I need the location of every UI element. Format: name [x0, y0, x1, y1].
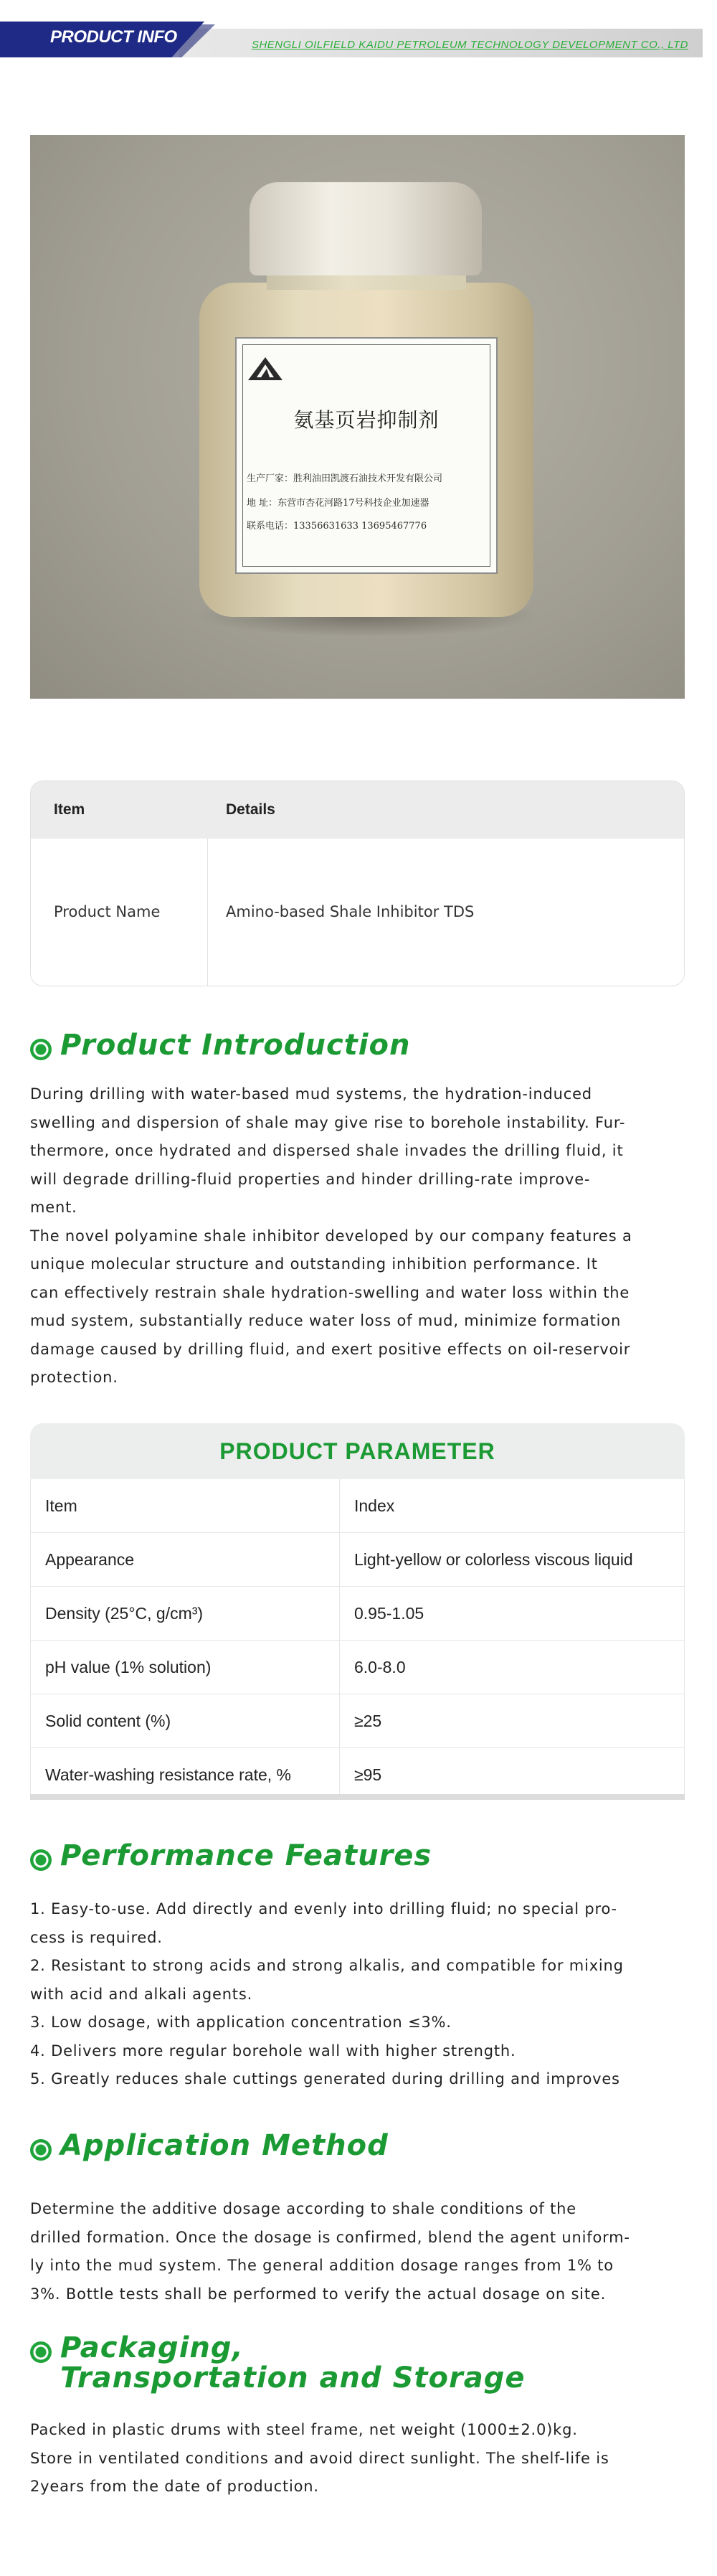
- parameter-index: 0.95-1.05: [354, 1604, 424, 1623]
- bottle-label-manufacturer: 生产厂家：胜利油田凯渡石油技术开发有限公司: [247, 473, 443, 484]
- list-item: with acid and alkali agents.: [30, 1985, 253, 2003]
- table-row: [30, 1694, 685, 1748]
- table-header: [31, 781, 684, 839]
- paragraph-line: Packed in plastic drums with steel frame, net weight (1000±2.0)kg.: [30, 2421, 578, 2438]
- paragraph-line: drilled formation. Once the dosage is confirmed, blend the agent uniform-: [30, 2228, 630, 2246]
- section-title-text: [60, 2333, 525, 2393]
- banner-title: PRODUCT INFO: [50, 27, 177, 47]
- paragraph-line: 2years from the date of production.: [30, 2478, 319, 2495]
- column-divider: [339, 1479, 340, 1532]
- paragraph-line: Store in ventilated conditions and avoid direct sunlight. The shelf-life is: [30, 2449, 609, 2467]
- paragraph-line: During drilling with water-based mud systems, the hydration-induced: [30, 1085, 592, 1103]
- section-title-line-2: Transportation and Storage: [60, 2362, 526, 2395]
- bullet-icon: [30, 1849, 52, 1871]
- section-title-performance: [30, 1841, 432, 1871]
- paragraph-line: unique molecular structure and outstanding inhibition performance. It: [30, 1255, 598, 1273]
- company-logo-icon: [247, 356, 284, 382]
- parameter-index: Index: [354, 1496, 395, 1515]
- paragraph-line: The novel polyamine shale inhibitor developed by our company features a: [30, 1227, 632, 1245]
- row-item-label: Product Name: [54, 903, 161, 920]
- paragraph-line: protection.: [30, 1369, 118, 1386]
- section-title-text: Application Method: [60, 2129, 389, 2162]
- paragraph-line: swelling and dispersion of shale may give rise to borehole instability. Fur-: [30, 1113, 626, 1131]
- parameter-index: ≥25: [354, 1712, 382, 1730]
- list-item: 1. Easy-to-use. Add directly and evenly into drilling fluid; no special pro-: [30, 1900, 617, 1917]
- parameter-index: 6.0-8.0: [354, 1658, 406, 1676]
- parameter-index: Light-yellow or colorless viscous liquid: [354, 1550, 633, 1569]
- paragraph-line: can effectively restrain shale hydration-swelling and water loss within the: [30, 1283, 630, 1301]
- row-details-value: Amino-based Shale Inhibitor TDS: [226, 903, 475, 920]
- parameter-index: ≥95: [354, 1765, 382, 1784]
- table-row: [30, 1479, 685, 1533]
- list-item: 2. Resistant to strong acids and strong alkalis, and compatible for mixing: [30, 1957, 624, 1974]
- table-row: [30, 1748, 685, 1800]
- parameter-item: Item: [45, 1496, 77, 1515]
- bullet-icon: [30, 2341, 52, 2363]
- parameter-item: Density (25°C, g/cm³): [45, 1604, 204, 1623]
- column-divider: [339, 1587, 340, 1640]
- paragraph-line: ment.: [30, 1199, 77, 1216]
- paragraph-line: 3%. Bottle tests shall be performed to verify the actual dosage on site.: [30, 2285, 607, 2303]
- performance-list: [30, 1895, 686, 2094]
- product-name-table: [30, 780, 685, 986]
- column-header-details: Details: [226, 801, 275, 818]
- column-divider: [339, 1641, 340, 1694]
- product-photo: [30, 135, 685, 699]
- list-item: cess is required.: [30, 1928, 163, 1946]
- bullet-icon: [30, 1039, 52, 1060]
- section-title-text: Performance Features: [60, 1839, 432, 1872]
- paragraph-line: will degrade drilling-fluid properties and hinder drilling-rate improve-: [30, 1170, 591, 1188]
- column-divider: [339, 1748, 340, 1800]
- list-item: 3. Low dosage, with application concentration ≤3%.: [30, 2014, 452, 2031]
- column-divider: [339, 1533, 340, 1586]
- bottle-label-title: 氨基页岩抑制剂: [293, 408, 440, 432]
- table-row: [30, 1533, 685, 1587]
- parameter-item: pH value (1% solution): [45, 1658, 212, 1676]
- introduction-paragraph: [30, 1080, 686, 1392]
- bottle-label-address: 地 址：东营市杏花河路17号科技企业加速器: [247, 498, 429, 509]
- column-divider: [207, 839, 208, 986]
- parameter-item: Appearance: [45, 1550, 135, 1569]
- section-title-packaging: [30, 2333, 525, 2393]
- bottle-label-phone: 联系电话：13356631633 13695467776: [247, 521, 427, 532]
- paragraph-line: Determine the additive dosage according to shale conditions of the: [30, 2200, 576, 2217]
- header-banner: [0, 17, 717, 63]
- parameter-item: Solid content (%): [45, 1712, 171, 1730]
- paragraph-line: ly into the mud system. The general addition dosage ranges from 1% to: [30, 2257, 614, 2274]
- company-name: SHENGLI OILFIELD KAIDU PETROLEUM TECHNOLOGY DEVELOPMENT CO., LTD: [251, 39, 688, 51]
- table-row: [30, 1641, 685, 1694]
- paragraph-line: mud system, substantially reduce water loss of mud, minimize formation: [30, 1312, 622, 1329]
- section-title-introduction: [30, 1030, 410, 1060]
- column-divider: [339, 1694, 340, 1747]
- bottle-label: [235, 337, 498, 574]
- parameter-item: Water-washing resistance rate, %: [45, 1765, 292, 1784]
- paragraph-line: thermore, once hydrated and dispersed shale invades the drilling fluid, it: [30, 1142, 624, 1159]
- section-title-line-1: Packaging,: [60, 2331, 244, 2364]
- bullet-icon: [30, 2139, 52, 2161]
- table-row: [30, 1587, 685, 1641]
- paragraph-line: damage caused by drilling fluid, and exert positive effects on oil-reservoir: [30, 1340, 631, 1358]
- parameter-table-title: PRODUCT PARAMETER: [30, 1423, 685, 1479]
- product-parameter-table: [30, 1423, 685, 1800]
- list-item: 5. Greatly reduces shale cuttings generated during drilling and improves: [30, 2070, 620, 2087]
- application-paragraph: [30, 2195, 686, 2308]
- section-title-application: [30, 2131, 389, 2161]
- packaging-paragraph: [30, 2416, 686, 2501]
- section-title-text: Product Introduction: [60, 1029, 411, 1062]
- column-header-item: Item: [54, 801, 85, 818]
- bottle-cap: [250, 182, 482, 275]
- list-item: 4. Delivers more regular borehole wall with higher strength.: [30, 2042, 516, 2060]
